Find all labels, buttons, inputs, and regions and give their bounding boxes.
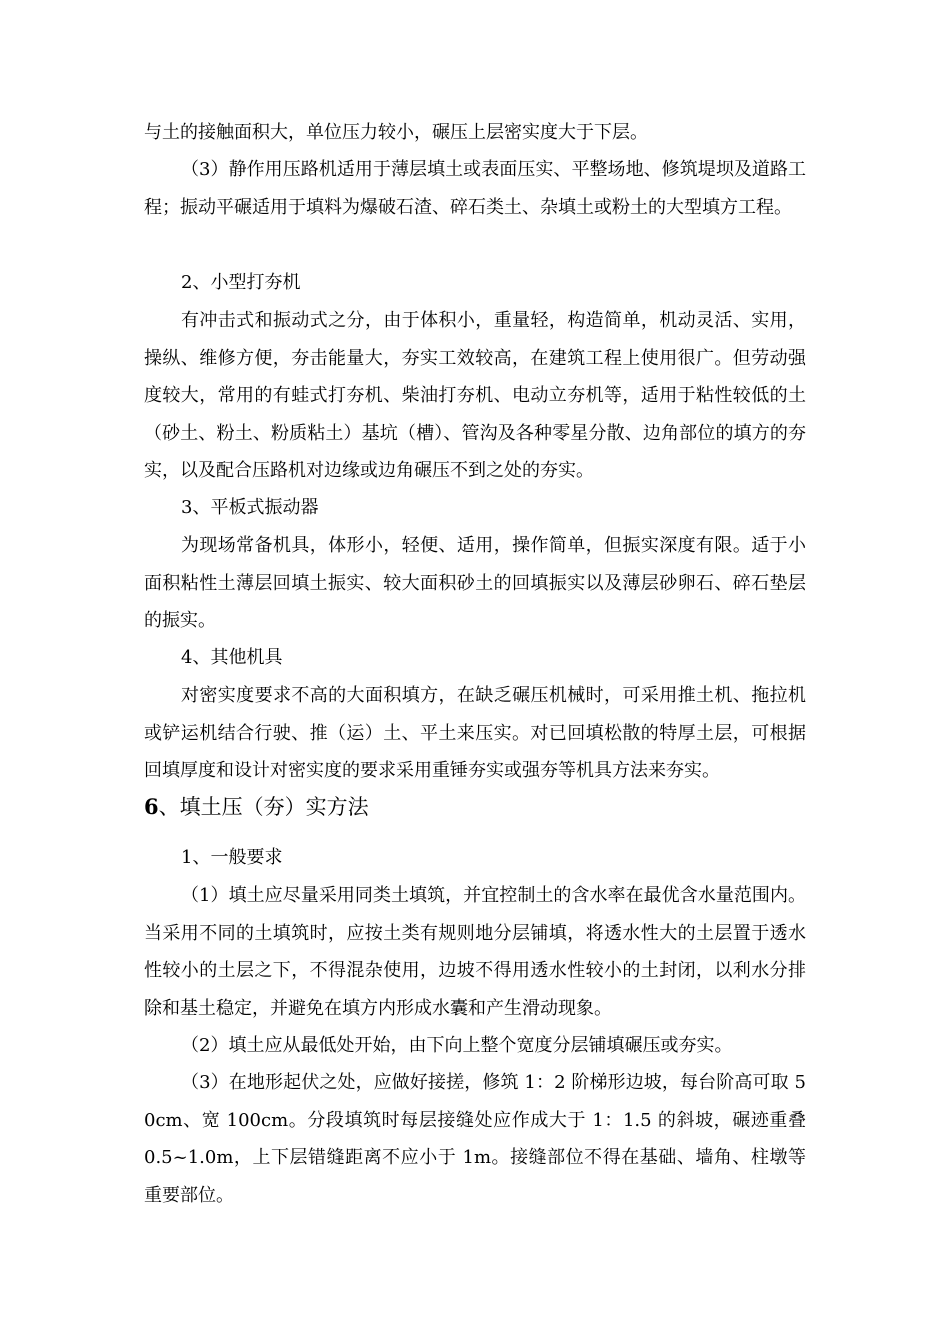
section-title: 、填土压（夯）实方法 xyxy=(158,795,369,819)
paragraph-static-roller: （3）静作用压路机适用于薄层填土或表面压实、平整场地、修筑堤坝及道路工程；振动平碾适用于填料为爆破石渣、碎石类土、杂填土或粉土的大型填方工程。 xyxy=(144,159,806,218)
paragraph-requirement-2: （2）填土应从最低处开始，由下向上整个宽度分层铺填碾压或夯实。 xyxy=(181,1035,733,1056)
paragraph-other-machines: 对密实度要求不高的大面积填方，在缺乏碾压机械时，可采用推土机、拖拉机或铲运机结合行驶、推（运）土、平土来压实。对已回填松散的特厚土层，可根据回填厚度和设计对密实度的要求采用重锤夯实或强夯等机具方法来夯实。 xyxy=(144,685,806,781)
paragraph-plate-vibrator: 为现场常备机具，体形小，轻便、适用，操作简单，但振实深度有限。适于小面积粘性土薄层回填土振实、较大面积砂土的回填振实以及薄层砂卵石、碎石垫层的振实。 xyxy=(144,535,806,631)
section-number: 6 xyxy=(144,794,159,819)
paragraph-requirement-3: （3）在地形起伏之处，应做好接搓，修筑 1：2 阶梯形边坡，每台阶高可取 50cm、宽 100cm。分段填筑时每层接缝处应作成大于 1：1.5 的斜坡，碾迹重叠 0.5~1.0m，上下层错缝距离不应小于 1m。接缝部位不得在基础、墙角、柱墩等重要部位。 xyxy=(144,1072,806,1206)
subheading-other-machines: 4、其他机具 xyxy=(181,647,283,668)
subheading-general-requirements: 1、一般要求 xyxy=(181,847,283,868)
paragraph-continuation: 与土的接触面积大，单位压力较小，碾压上层密实度大于下层。 xyxy=(144,122,648,143)
section-heading xyxy=(144,792,369,822)
paragraph-requirement-1: （1）填土应尽量采用同类土填筑，并宜控制土的含水率在最优含水量范围内。当采用不同的土填筑时，应按土类有规则地分层铺填，将透水性大的土层置于透水性较小的土层之下，不得混杂使用，边坡不得用透水性较小的土封闭，以利水分排除和基土稳定，并避免在填方内形成水囊和产生滑动现象。 xyxy=(144,885,806,1019)
paragraph-small-tamper: 有冲击式和振动式之分，由于体积小，重量轻，构造简单，机动灵活、实用，操纵、维修方便，夯击能量大，夯实工效较高，在建筑工程上使用很广。但劳动强度较大，常用的有蛙式打夯机、柴油打夯机、电动立夯机等，适用于粘性较低的土（砂土、粉土、粉质粘土）基坑（槽）、管沟及各种零星分散、边角部位的填方的夯实，以及配合压路机对边缘或边角碾压不到之处的夯实。 xyxy=(144,310,806,481)
subheading-plate-vibrator: 3、平板式振动器 xyxy=(181,497,319,518)
subheading-small-tamper: 2、小型打夯机 xyxy=(181,272,301,293)
